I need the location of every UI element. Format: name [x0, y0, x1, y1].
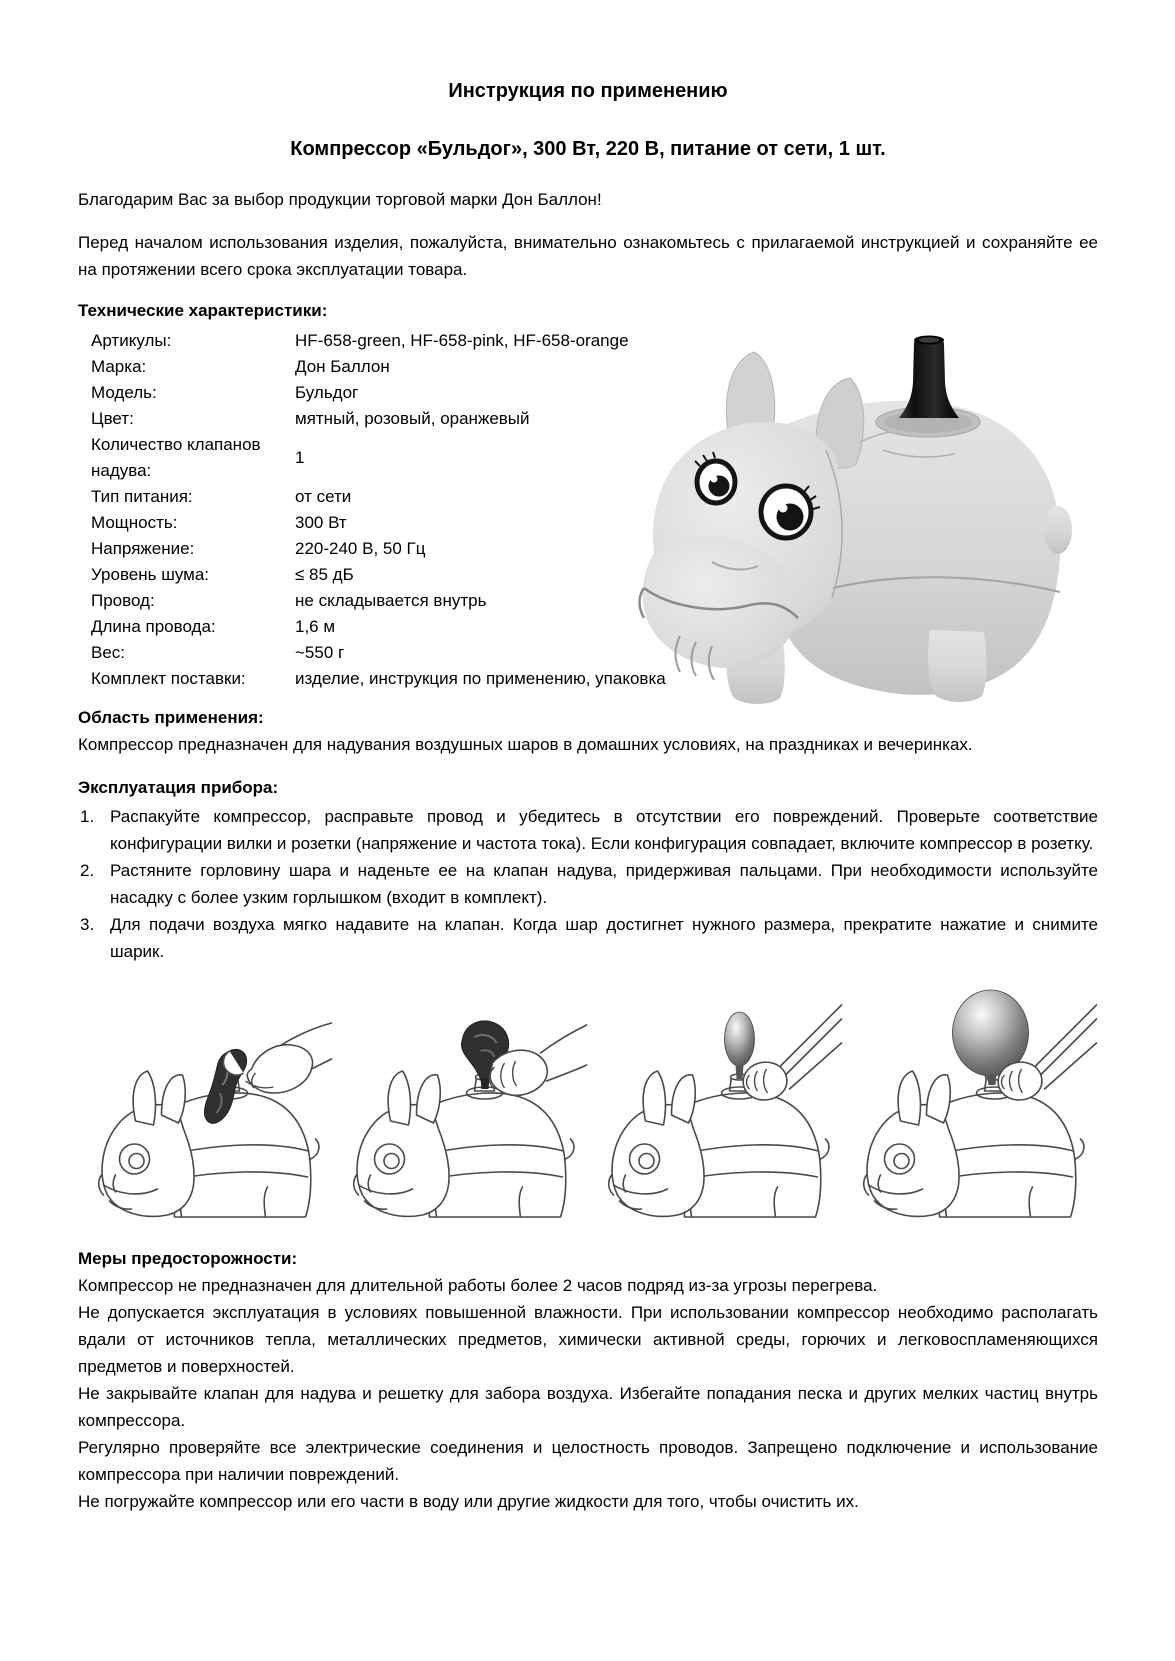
specs-heading: Технические характеристики:: [78, 301, 328, 320]
spec-row-package: [78, 666, 718, 692]
spec-label: Вес:: [91, 643, 126, 662]
application-text: Компрессор предназначен для надувания воздушных шаров в домашних условиях, на праздниках и вечеринках.: [78, 735, 973, 754]
spec-value: 1,6 м: [295, 617, 336, 636]
application-heading: Область применения:: [78, 708, 264, 727]
spec-value: HF-658-green, HF-658-pink, HF-658-orange: [295, 331, 629, 350]
spec-value: 220-240 В, 50 Гц: [295, 539, 426, 558]
inflation-nozzle: [899, 336, 959, 419]
precaution-humidity: Не допускается эксплуатация в условиях повышенной влажности. При использовании компрессор необходимо располагать вдали от источников тепла, металлических предметов, химически активной среды, горючих и легковоспламеняющихся предметов и поверхностей.: [78, 1303, 1098, 1376]
usage-step-2-illustration: [333, 989, 588, 1219]
hand-stretching-balloon: [489, 1050, 547, 1095]
spec-label: Количество клапанов надува:: [91, 435, 261, 480]
spec-row-brand: [78, 354, 718, 380]
hand-pressing-valve: [743, 1062, 787, 1100]
arm-lines: [1035, 1005, 1097, 1089]
arm-lines: [780, 1005, 842, 1089]
precaution-overheat: Компрессор не предназначен для длительной работы более 2 часов подряд из-за угрозы перегрева.: [78, 1276, 878, 1295]
spec-value: ≤ 85 дБ: [295, 565, 354, 584]
hind-leg: [928, 630, 987, 702]
balloon-inflating-drawing: [588, 989, 843, 1219]
step-number: 1.: [80, 807, 95, 826]
spec-label: Длина провода:: [91, 617, 216, 636]
intro-thanks: Благодарим Вас за выбор продукции торговой марки Дон Баллон!: [78, 190, 602, 209]
step-number: 2.: [80, 861, 95, 880]
bulldog-compressor-photo: [628, 330, 1120, 710]
step-text: Для подачи воздуха мягко надавите на клапан. Когда шар достигнет нужного размера, прекратите нажатие и снимите шарик.: [110, 915, 1098, 961]
spec-value: не складывается внутрь: [295, 591, 487, 610]
intro-notice: Перед началом использования изделия, пожалуйста, внимательно ознакомьтесь с прилагаемой инструкцией и сохраняйте ее на протяжении всего срока эксплуатации товара.: [78, 233, 1098, 279]
spec-row-valves: [78, 432, 718, 484]
precaution-wiring: Регулярно проверяйте все электрические соединения и целостность проводов. Запрещено подключение и использование компрессора при наличии повреждений.: [78, 1438, 1098, 1484]
precaution-water: Не погружайте компрессор или его части в воду или другие жидкости для того, чтобы очистить их.: [78, 1492, 859, 1511]
spec-row-cord-length: [78, 614, 718, 640]
operation-step-1: [78, 803, 1098, 857]
spec-row-voltage: [78, 536, 718, 562]
spec-value: ~550 г: [295, 643, 345, 662]
spec-row-color: [78, 406, 718, 432]
product-title: Компрессор «Бульдог», 300 Вт, 220 В, питание от сети, 1 шт.: [290, 138, 886, 160]
spec-value: 300 Вт: [295, 513, 347, 532]
page-title: Инструкция по применению: [448, 80, 728, 102]
operation-step-3: [78, 911, 1098, 965]
spec-label: Напряжение:: [91, 539, 195, 558]
spec-value: мятный, розовый, оранжевый: [295, 409, 530, 428]
operation-step-2: [78, 857, 1098, 911]
tail: [1044, 506, 1072, 554]
precaution-valve-grille: Не закрывайте клапан для надува и решетку для забора воздуха. Избегайте попадания песка и других мелких частиц внутрь компрессора.: [78, 1384, 1098, 1430]
specs-table: [78, 328, 718, 692]
spec-label: Мощность:: [91, 513, 178, 532]
spec-label: Комплект поставки:: [91, 669, 246, 688]
spec-label: Марка:: [91, 357, 147, 376]
step-text: Распакуйте компрессор, расправьте провод и убедитесь в отсутствии его повреждений. Проверьте соответствие конфигурации вилки и розетки (напряжение и частота тока). Если конфигурация совпадает, включите компрессор в розетку.: [110, 807, 1098, 853]
usage-step-4-illustration: [843, 989, 1098, 1219]
balloon-neck: [736, 1065, 744, 1079]
spec-label: Артикулы:: [91, 331, 172, 350]
operation-steps: [78, 803, 1098, 965]
usage-step-3-illustration: [588, 989, 843, 1219]
product-photo: [628, 330, 1120, 710]
precautions-heading: Меры предосторожности:: [78, 1249, 298, 1268]
spec-row-model: [78, 380, 718, 406]
spec-row-noise: [78, 562, 718, 588]
spec-label: Провод:: [91, 591, 155, 610]
hand-pressing-valve: [998, 1062, 1042, 1100]
balloon-inflated-drawing: [843, 989, 1098, 1219]
spec-row-cord: [78, 588, 718, 614]
spec-row-power: [78, 510, 718, 536]
spec-row-weight: [78, 640, 718, 666]
spec-value: Дон Баллон: [295, 357, 390, 376]
spec-value: 1: [295, 448, 305, 467]
spec-label: Уровень шума:: [91, 565, 210, 584]
spec-row-articles: [78, 328, 718, 354]
spec-value: Бульдог: [295, 383, 359, 402]
spec-label: Модель:: [91, 383, 157, 402]
page-content: [78, 0, 1098, 1515]
balloon-over-valve-drawing: [78, 989, 333, 1219]
usage-step-1-illustration: [78, 989, 333, 1219]
spec-value: изделие, инструкция по применению, упаковка: [295, 669, 666, 688]
usage-illustrations: [78, 989, 1098, 1219]
step-number: 3.: [80, 915, 95, 934]
spec-label: Цвет:: [91, 409, 134, 428]
spec-row-power-type: [78, 484, 718, 510]
balloon-neck: [481, 1079, 490, 1089]
spec-label: Тип питания:: [91, 487, 193, 506]
balloon-on-valve-drawing: [333, 989, 588, 1219]
operation-heading: Эксплуатация прибора:: [78, 778, 279, 797]
spec-value: от сети: [295, 487, 352, 506]
small-inflating-balloon: [725, 1012, 755, 1066]
step-text: Растяните горловину шара и наденьте ее на клапан надува, придерживая пальцами. При необходимости используйте насадку с более узким горлышком (входит в комплект).: [110, 861, 1098, 907]
